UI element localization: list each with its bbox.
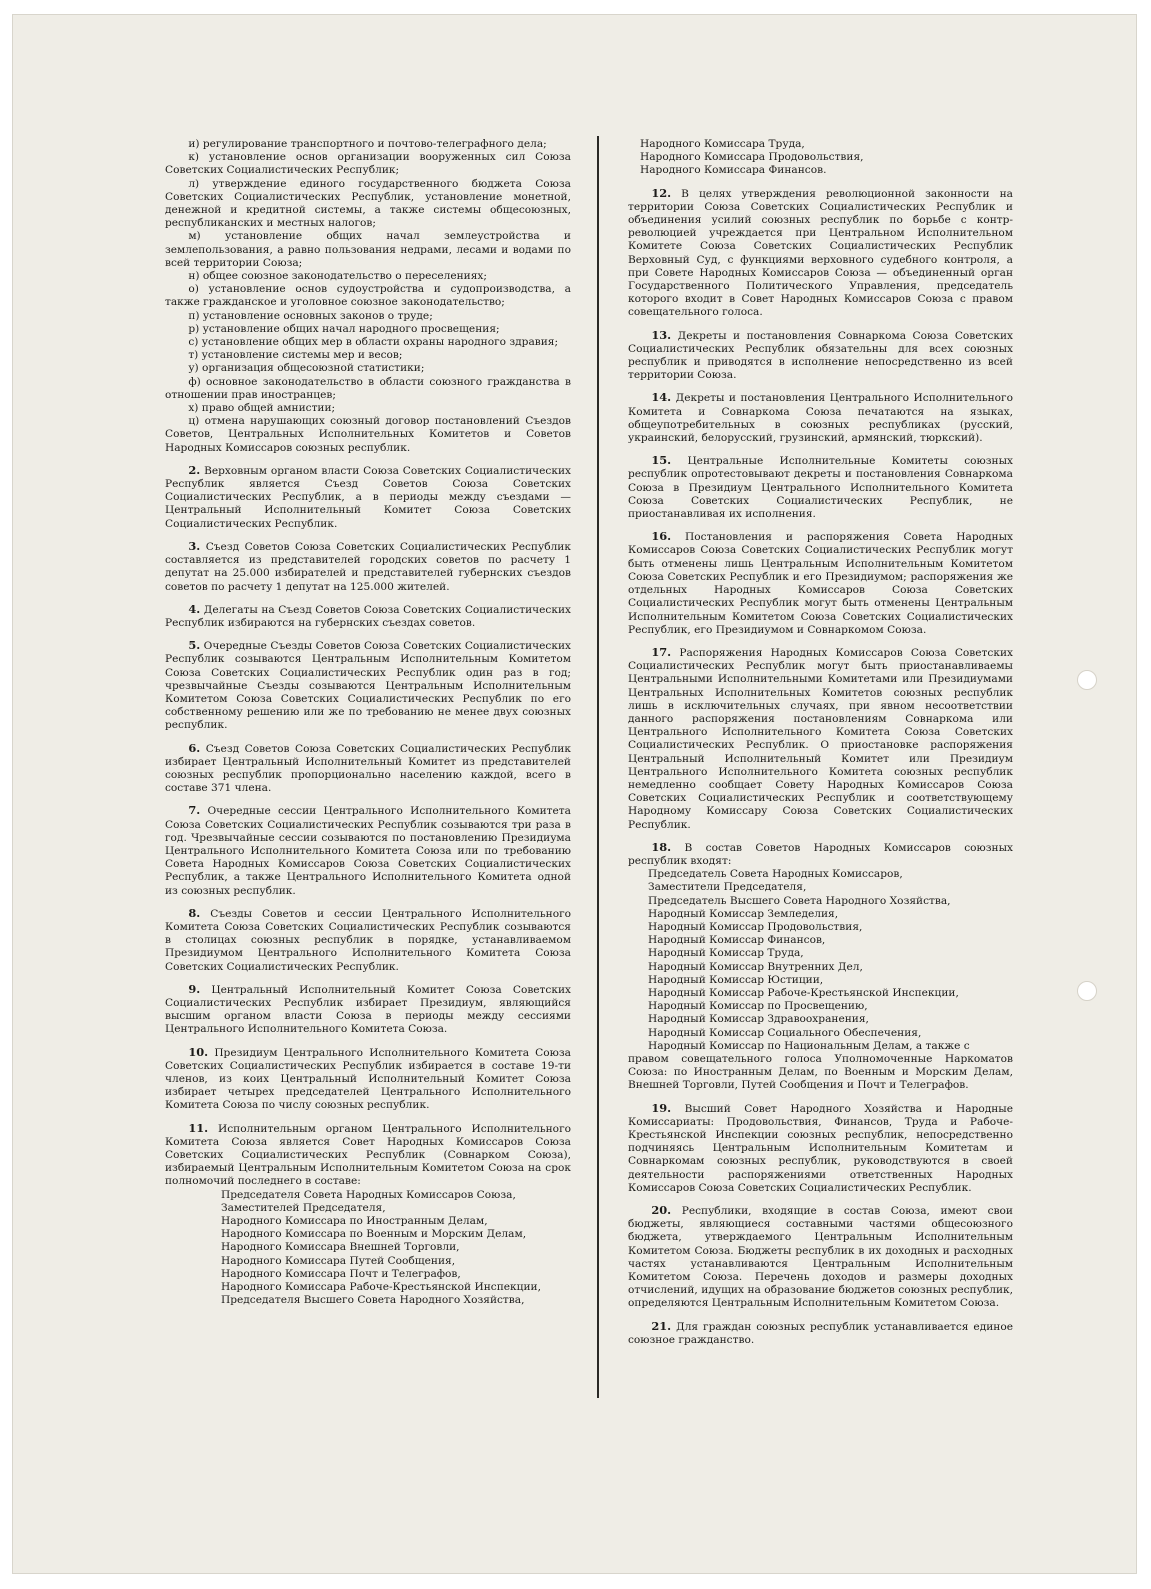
- article-number: 14.: [651, 390, 672, 405]
- list-item: Заместителей Председателя,: [221, 1201, 386, 1214]
- list-item: т) установление системы мер и весов;: [188, 349, 403, 362]
- right-column: [628, 138, 1013, 1347]
- article-number: 12.: [651, 185, 672, 200]
- list-item: Народного Комиссара Продовольствия,: [640, 151, 864, 164]
- article-text: Декреты и постановления Центрального Исполнительного Комитета и Совнаркома Союза печатаются на языках, общеупотребительных в союзных республиках (русский, украинский, белорусский, грузинский, армянский, тюркский).: [628, 392, 1013, 445]
- list-item: Председателя Высшего Совета Народного Хозяйства,: [221, 1294, 525, 1307]
- list-item: Народного Комиссара Внешней Торговли,: [221, 1241, 460, 1254]
- list-item: Народного Комиссара по Иностранным Делам,: [221, 1215, 488, 1228]
- list-item: Народный Комиссар Здравоохранения,: [648, 1013, 869, 1026]
- list-item: Народный Комиссар по Национальным Делам, а также с: [648, 1039, 970, 1052]
- article-text: Центральный Исполнительный Комитет Союза Советских Социалистических Республик избирает Президиум, являющийся высшим органом власти Союза в периоды между сессиями Центрального Исполнительного Комитета Союза.: [165, 983, 572, 1036]
- list-item: о) установление основ судоустройства и судопроизводства, а также гражданское и уголовное союзное законодательство;: [165, 283, 571, 309]
- list-item: у) организация общесоюзной статистики;: [188, 362, 425, 375]
- article-number: 2.: [188, 462, 201, 477]
- article-text: Республики, входящие в состав Союза, имеют свои бюджеты, являющиеся составными частями общесоюзного бюджета, утверждаемого Центральным Исполнительным Комитетом Союза. Бюджеты республик в их доходных и расходных частях устанавливаются Центральным Исполнительным Комитетом Союза. Перечень доходов и размеры доходных отчислений, идущих на образование бюджетов союзных республик, определяются Центральным Исполнительным Комитетом Союза.: [628, 1205, 1013, 1310]
- article-text: Для граждан союзных республик устанавливается единое союзное гражданство.: [628, 1320, 1013, 1346]
- article-number: 9.: [188, 981, 201, 996]
- article: [628, 187, 1013, 320]
- powers-list: [165, 138, 571, 455]
- article-text: В состав Советов Народных Комиссаров союзных республик входят:: [628, 841, 1014, 867]
- list-item: Народного Комиссара Почт и Телеграфов,: [221, 1267, 461, 1280]
- article: [628, 329, 1013, 383]
- article-text: Постановления и распоряжения Совета Народных Комиссаров Союза Советских Социалистических Республик могут быть отменены лишь Центральным Исполнительным Комитетом Союза Советских Республик и его Президиумом; распоряжения же отдельных Народных Комиссаров Союза Советских Социалистических Республик могут быть отменены Центральным Исполнительным Комитетом Союза Советских Социалистических Республик, его Президиумом и Совнаркомом Союза.: [628, 531, 1013, 636]
- list-item: Народный Комиссар Финансов,: [648, 934, 826, 947]
- article-text: Распоряжения Народных Комиссаров Союза Советских Социалистических Республик могут быть приостанавливаемы Центральными Исполнительными Комитетами или Президиумами Центральных Исполнительных Комитетов союзных республик лишь в исключительных случаях, при явном несоответствии данного распоряжения постановлениям Совнаркома или Центрального Исполнительного Комитета Союза Советских Социалистических Республик. О приостановке распоряжения Центральный Исполнительный Комитет или Президиум Центрального Исполнительного Комитета союзных республик немедленно сообщает Совету Народных Комиссаров Союза Советских Социалистических Республик и соответствующему Народному Комиссару Союза Советских Социалистических Республик.: [628, 646, 1013, 831]
- list-item: Народный Комиссар Юстиции,: [648, 973, 824, 986]
- column-divider: [597, 136, 599, 1398]
- list-item: Народный Комиссар Рабоче-Крестьянской Инспекции,: [648, 986, 959, 999]
- article: [165, 540, 571, 594]
- punch-hole: [1077, 670, 1097, 690]
- article-text: Высший Совет Народного Хозяйства и Народные Комиссариаты: Продовольствия, Финансов, Труда и Рабоче-Крестьянской Инспекции союзных республик, непосредственно подчиняясь Центральным Исполнительным Комитетам и Совнаркомам союзных республик, руководствуются в своей деятельности распоряжениями ответственных Народных Комиссаров Союза Советских Социалистических Республик.: [628, 1102, 1013, 1194]
- article-text: Декреты и постановления Совнаркома Союза Советских Социалистических Республик обязательны для всех союзных республик и приводятся в исполнение непосредственно из всей территории Союза.: [628, 329, 1013, 382]
- list-item: х) право общей амнистии;: [188, 402, 336, 415]
- list-item: ф) основное законодательство в области союзного гражданства в отношении прав иностранцев;: [165, 375, 571, 401]
- article-number: 4.: [188, 601, 201, 616]
- list-item: Народный Комиссар Внутренних Дел,: [648, 960, 863, 973]
- list-item: р) установление общих начал народного просвещения;: [188, 322, 500, 335]
- article: [165, 907, 571, 974]
- article: [165, 742, 571, 796]
- sovnarkom-list-continued: [628, 138, 1013, 178]
- article: [165, 1122, 571, 1189]
- article: [628, 530, 1013, 637]
- list-item: к) установление основ организации вооруженных сил Союза Советских Социалистических Республик;: [165, 151, 571, 177]
- list-item: Народного Комиссара Путей Сообщения,: [221, 1254, 456, 1267]
- article-number: 3.: [188, 538, 201, 553]
- list-item: с) установление общих мер в области охраны народного здравия;: [188, 336, 559, 349]
- article-number: 6.: [188, 740, 201, 755]
- article: [165, 603, 571, 630]
- article-number: 17.: [651, 644, 672, 659]
- article-text: Делегаты на Съезд Советов Союза Советских Социалистических Республик избираются на губернских съездах советов.: [165, 603, 571, 629]
- list-item: Народный Комиссар Труда,: [648, 947, 804, 960]
- list-item: Народный Комиссар Социального Обеспечения,: [648, 1026, 922, 1039]
- list-item: Председателя Совета Народных Комиссаров Союза,: [221, 1188, 516, 1201]
- article-number: 11.: [188, 1120, 209, 1135]
- article: [628, 646, 1013, 832]
- left-column: [165, 138, 571, 1307]
- article-number: 7.: [188, 803, 201, 818]
- list-item: Председатель Совета Народных Комиссаров,: [648, 868, 903, 881]
- article-text: Исполнительным органом Центрального Исполнительного Комитета Союза является Совет Народных Комиссаров Союза Советских Социалистических Республик (Совнарком Союза), избираемый Центральным Исполнительным Комитетом Союза на срок полномочий последнего в составе:: [165, 1122, 571, 1188]
- list-item: м) установление общих начал землеустройства и землепользования, а равно пользования недрами, лесами и водами по всей территории Союза;: [165, 230, 571, 269]
- article-text: Центральные Исполнительные Комитеты союзных республик опротестовывают декреты и постановления Совнаркома Союза в Президиум Центрального Исполнительного Комитета Союза Советских Социалистических Республик, не приостанавливая их исполнения.: [628, 455, 1013, 521]
- article-text: В целях утверждения революционной законности на территории Союза Советских Социалистических Республик и объединения усилий союзных республик по борьбе с контр-революцией учреждается при Центральном Исполнительном Комитете Союза Советских Социалистических Республик Верховный Суд, с функциями верховного судебного контроля, а при Совете Народных Комиссаров Союза — объединенный орган Государственного Политического Управления, председатель которого входит в Совет Народных Комиссаров Союза с правом совещательного голоса.: [628, 187, 1013, 319]
- list-item: Народный Комиссар Продовольствия,: [648, 920, 863, 933]
- list-item: н) общее союзное законодательство о переселениях;: [188, 270, 487, 283]
- list-item: п) установление основных законов о труде;: [188, 309, 433, 322]
- list-tail: правом совещательного голоса Уполномоченные Наркоматов Союза: по Иностранным Делам, по Военным и Морским Делам, Внешней Торговли, Путей Сообщения и Почт и Телеграфов.: [628, 1053, 1013, 1092]
- article-text: Очередные Съезды Советов Союза Советских Социалистических Республик созываются Центральным Исполнительным Комитетом Союза Советских Социалистических Республик один раз в год; чрезвычайные Съезды созываются Центральным Исполнительным Комитетом Союза Советских Социалистических Республик по его собственному решению или же по требованию не менее двух союзных республик.: [165, 640, 572, 732]
- article: [628, 391, 1013, 445]
- article-text: Съезд Советов Союза Советских Социалистических Республик составляется из представителей городских советов по расчету 1 депутат на 25.000 избирателей и представителей губернских съездов советов по расчету 1 депутат на 125.000 жителей.: [165, 540, 571, 593]
- article-text: Верховным органом власти Союза Советских Социалистических Республик является Съезд Советов Союза Советских Социалистических Республик, а в периоды между съездами — Центральный Исполнительный Комитет Союза Советских Социалистических Республик.: [165, 464, 571, 530]
- republic-sovnarkom-list: [628, 868, 1013, 1053]
- list-item: Народный Комиссар Земледелия,: [648, 907, 839, 920]
- sovnarkom-composition-list: [165, 1189, 571, 1308]
- article-text: Очередные сессии Центрального Исполнительного Комитета Союза Советских Социалистических Республик созываются три раза в год. Чрезвычайные сессии созываются по постановлению Президиума Центрального Исполнительного Комитета Союза или по требованию Совета Народных Комиссаров Союза Советских Социалистических Республик, а также Центрального Исполнительного Комитета одной из союзных республик.: [165, 805, 571, 897]
- list-item: Народного Комиссара Труда,: [640, 138, 805, 150]
- list-item: ц) отмена нарушающих союзный договор постановлений Съездов Советов, Центральных Исполнительных Комитетов и Советов Народных Комиссаров союзных республик.: [165, 415, 571, 454]
- article-number: 15.: [651, 453, 672, 468]
- list-item: Заместители Председателя,: [648, 881, 807, 894]
- article: [628, 1102, 1013, 1195]
- article-number: 18.: [651, 839, 672, 854]
- list-item: л) утверждение единого государственного бюджета Союза Советских Социалистических Республик, установление монетной, денежной и кредитной системы, а также системы общесоюзных, республиканских и местных налогов;: [165, 177, 571, 230]
- article: [628, 454, 1013, 521]
- article: [628, 1204, 1013, 1311]
- article: [165, 804, 571, 897]
- article: [628, 1320, 1013, 1347]
- article-number: 16.: [651, 529, 672, 544]
- article-number: 8.: [188, 905, 201, 920]
- article-text: Съезды Советов и сессии Центрального Исполнительного Комитета Союза Советских Социалистических Республик созываются в столицах союзных республик в порядке, устанавливаемом Президиумом Центрального Исполнительного Комитета Союза Советских Социалистических Республик.: [165, 907, 572, 973]
- article-number: 21.: [651, 1318, 672, 1333]
- list-item: Народный Комиссар по Просвещению,: [648, 1000, 868, 1013]
- article-number: 5.: [188, 638, 201, 653]
- list-item: Народного Комиссара по Военным и Морским Делам,: [221, 1228, 527, 1241]
- list-item: Народного Комиссара Рабоче-Крестьянской Инспекции,: [221, 1281, 541, 1294]
- list-item: и) регулирование транспортного и почтово-телеграфного дела;: [188, 138, 547, 150]
- list-item: Народного Комиссара Финансов.: [640, 164, 827, 177]
- article-number: 13.: [651, 327, 672, 342]
- article: [165, 639, 571, 732]
- list-item: Председатель Высшего Совета Народного Хозяйства,: [648, 894, 951, 907]
- article-number: 20.: [651, 1203, 672, 1218]
- article-number: 10.: [188, 1044, 209, 1059]
- article: [165, 1046, 571, 1113]
- article: [628, 841, 1013, 868]
- article: [165, 983, 571, 1037]
- punch-hole: [1077, 981, 1097, 1001]
- article-text: Съезд Советов Союза Советских Социалистических Республик избирает Центральный Исполнительный Комитет из представителей союзных республик пропорционально населению каждой, всего в составе 371 члена.: [165, 742, 571, 795]
- article-number: 19.: [651, 1100, 672, 1115]
- article: [165, 464, 571, 531]
- article-text: Президиум Центрального Исполнительного Комитета Союза Советских Социалистических Республик избирается в составе 19-ти членов, из коих Центральный Исполнительный Комитет Союза избирает четырех председателей Центрального Исполнительного Комитета Союза по числу союзных республик.: [165, 1046, 571, 1112]
